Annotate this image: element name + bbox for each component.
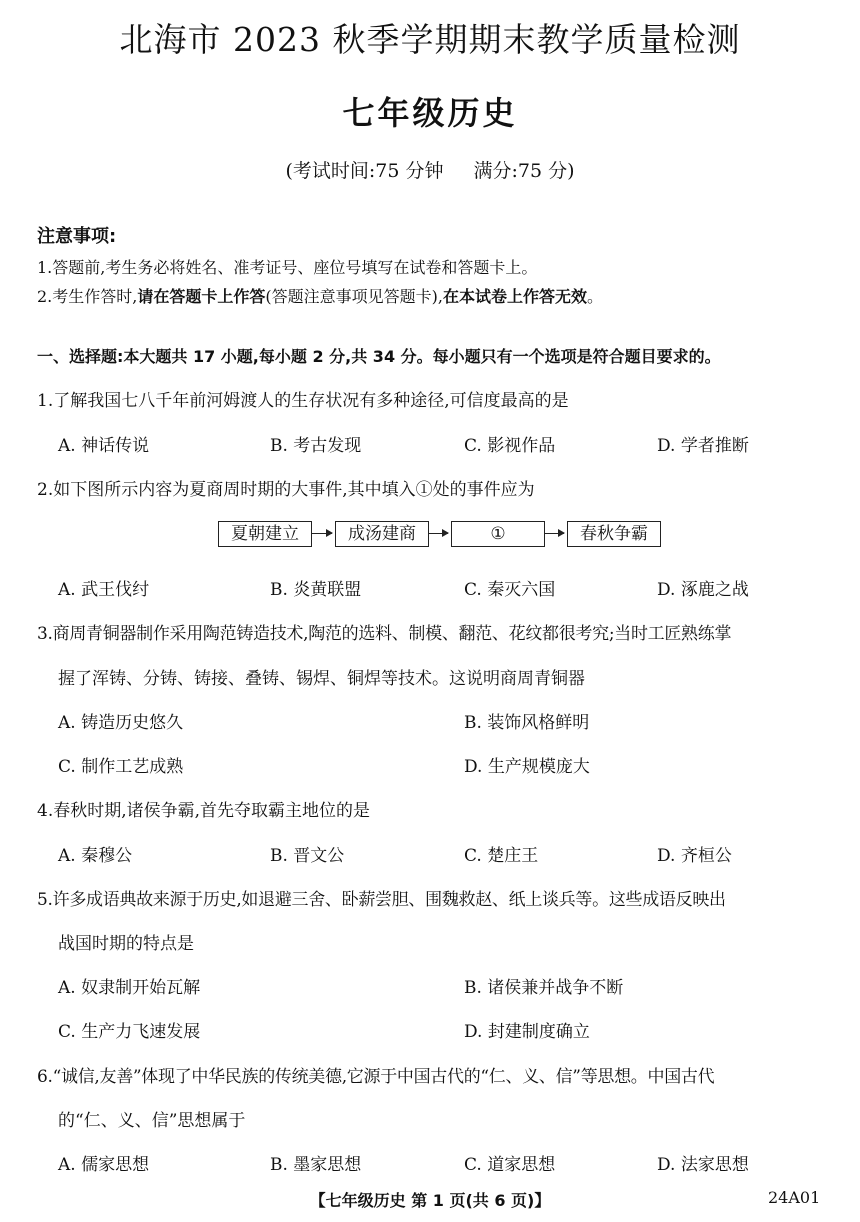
notice-item-2-e: 。 (586, 287, 603, 306)
notice-item-1: 1.答题前,考生务必将姓名、准考证号、座位号填写在试卷和答题卡上。 (37, 258, 538, 277)
q5-option-c: C. 生产力飞速发展 (58, 1022, 201, 1042)
q6-option-d: D. 法家思想 (657, 1155, 749, 1175)
question-3-stem-line-2: 握了浑铸、分铸、铸接、叠铸、锡焊、铜焊等技术。这说明商周青铜器 (58, 669, 585, 689)
flow-box-chunqiu: 春秋争霸 (567, 521, 661, 547)
q1-option-d: D. 学者推断 (657, 436, 749, 456)
q3-option-c: C. 制作工艺成熟 (58, 757, 184, 777)
question-4-stem: 4.春秋时期,诸侯争霸,首先夺取霸主地位的是 (37, 801, 371, 821)
flow-arrow-1 (312, 533, 332, 534)
flow-box-xia: 夏朝建立 (218, 521, 312, 547)
exam-time: (考试时间:75 分钟 (285, 160, 444, 182)
q4-option-d: D. 齐桓公 (657, 846, 732, 866)
question-5-stem-line-2: 战国时期的特点是 (58, 934, 194, 954)
q4-option-a: A. 秦穆公 (58, 846, 133, 866)
page-subtitle: 七年级历史 (342, 94, 518, 132)
q2-option-a: A. 武王伐纣 (58, 580, 150, 600)
q2-option-c: C. 秦灭六国 (464, 580, 556, 600)
page-title: 北海市 2023 秋季学期期末教学质量检测 (119, 20, 741, 59)
q1-option-a: A. 神话传说 (58, 436, 150, 456)
section-heading: 一、选择题:本大题共 17 小题,每小题 2 分,共 34 分。每小题只有一个选项是符合题目要求的。 (37, 347, 721, 366)
q5-option-b: B. 诸侯兼并战争不断 (464, 978, 624, 998)
q4-option-b: B. 晋文公 (270, 846, 345, 866)
q2-option-b: B. 炎黄联盟 (270, 580, 362, 600)
q6-option-b: B. 墨家思想 (270, 1155, 362, 1175)
notice-item-2-b: 请在答题卡上作答 (137, 287, 266, 306)
q3-option-a: A. 铸造历史悠久 (58, 713, 184, 733)
flow-arrow-2 (429, 533, 448, 534)
question-6-stem-line-1: 6.“诚信,友善”体现了中华民族的传统美德,它源于中国古代的“仁、义、信”等思想。中国古代 (37, 1067, 715, 1087)
notice-item-2-c: (答题注意事项见答题卡), (265, 287, 443, 306)
full-score: 满分:75 分) (473, 160, 575, 182)
question-6-stem-line-2: 的“仁、义、信”思想属于 (58, 1111, 246, 1131)
q1-option-b: B. 考古发现 (270, 436, 362, 456)
flow-box-shang: 成汤建商 (335, 521, 429, 547)
q6-option-a: A. 儒家思想 (58, 1155, 150, 1175)
q5-option-a: A. 奴隶制开始瓦解 (58, 978, 201, 998)
notice-item-2-a: 2.考生作答时, (37, 287, 138, 306)
exam-code: 24A01 (768, 1188, 821, 1207)
notice-item-2 (37, 284, 603, 307)
question-5-stem-line-1: 5.许多成语典故来源于历史,如退避三舍、卧薪尝胆、围魏救赵、纸上谈兵等。这些成语反映出 (37, 890, 726, 910)
notice-item-2-d: 在本试卷上作答无效 (442, 287, 587, 306)
question-1-stem: 1.了解我国七八千年前河姆渡人的生存状况有多种途径,可信度最高的是 (37, 391, 569, 411)
notice-heading: 注意事项: (37, 226, 117, 247)
exam-info (0, 156, 860, 183)
q3-option-b: B. 装饰风格鲜明 (464, 713, 590, 733)
q4-option-c: C. 楚庄王 (464, 846, 539, 866)
question-3-stem-line-1: 3.商周青铜器制作采用陶范铸造技术,陶范的选料、制模、翻范、花纹都很考究;当时工匠熟练掌 (37, 624, 732, 644)
event-flow-diagram (0, 521, 860, 549)
page-footer: 【七年级历史 第 1 页(共 6 页)】 (309, 1191, 551, 1210)
q3-option-d: D. 生产规模庞大 (464, 757, 590, 777)
flow-arrow-3 (545, 533, 564, 534)
q2-option-d: D. 涿鹿之战 (657, 580, 749, 600)
q5-option-d: D. 封建制度确立 (464, 1022, 590, 1042)
flow-box-blank: ① (451, 521, 545, 547)
q6-option-c: C. 道家思想 (464, 1155, 556, 1175)
question-2-stem: 2.如下图所示内容为夏商周时期的大事件,其中填入①处的事件应为 (37, 480, 535, 500)
q1-option-c: C. 影视作品 (464, 436, 556, 456)
